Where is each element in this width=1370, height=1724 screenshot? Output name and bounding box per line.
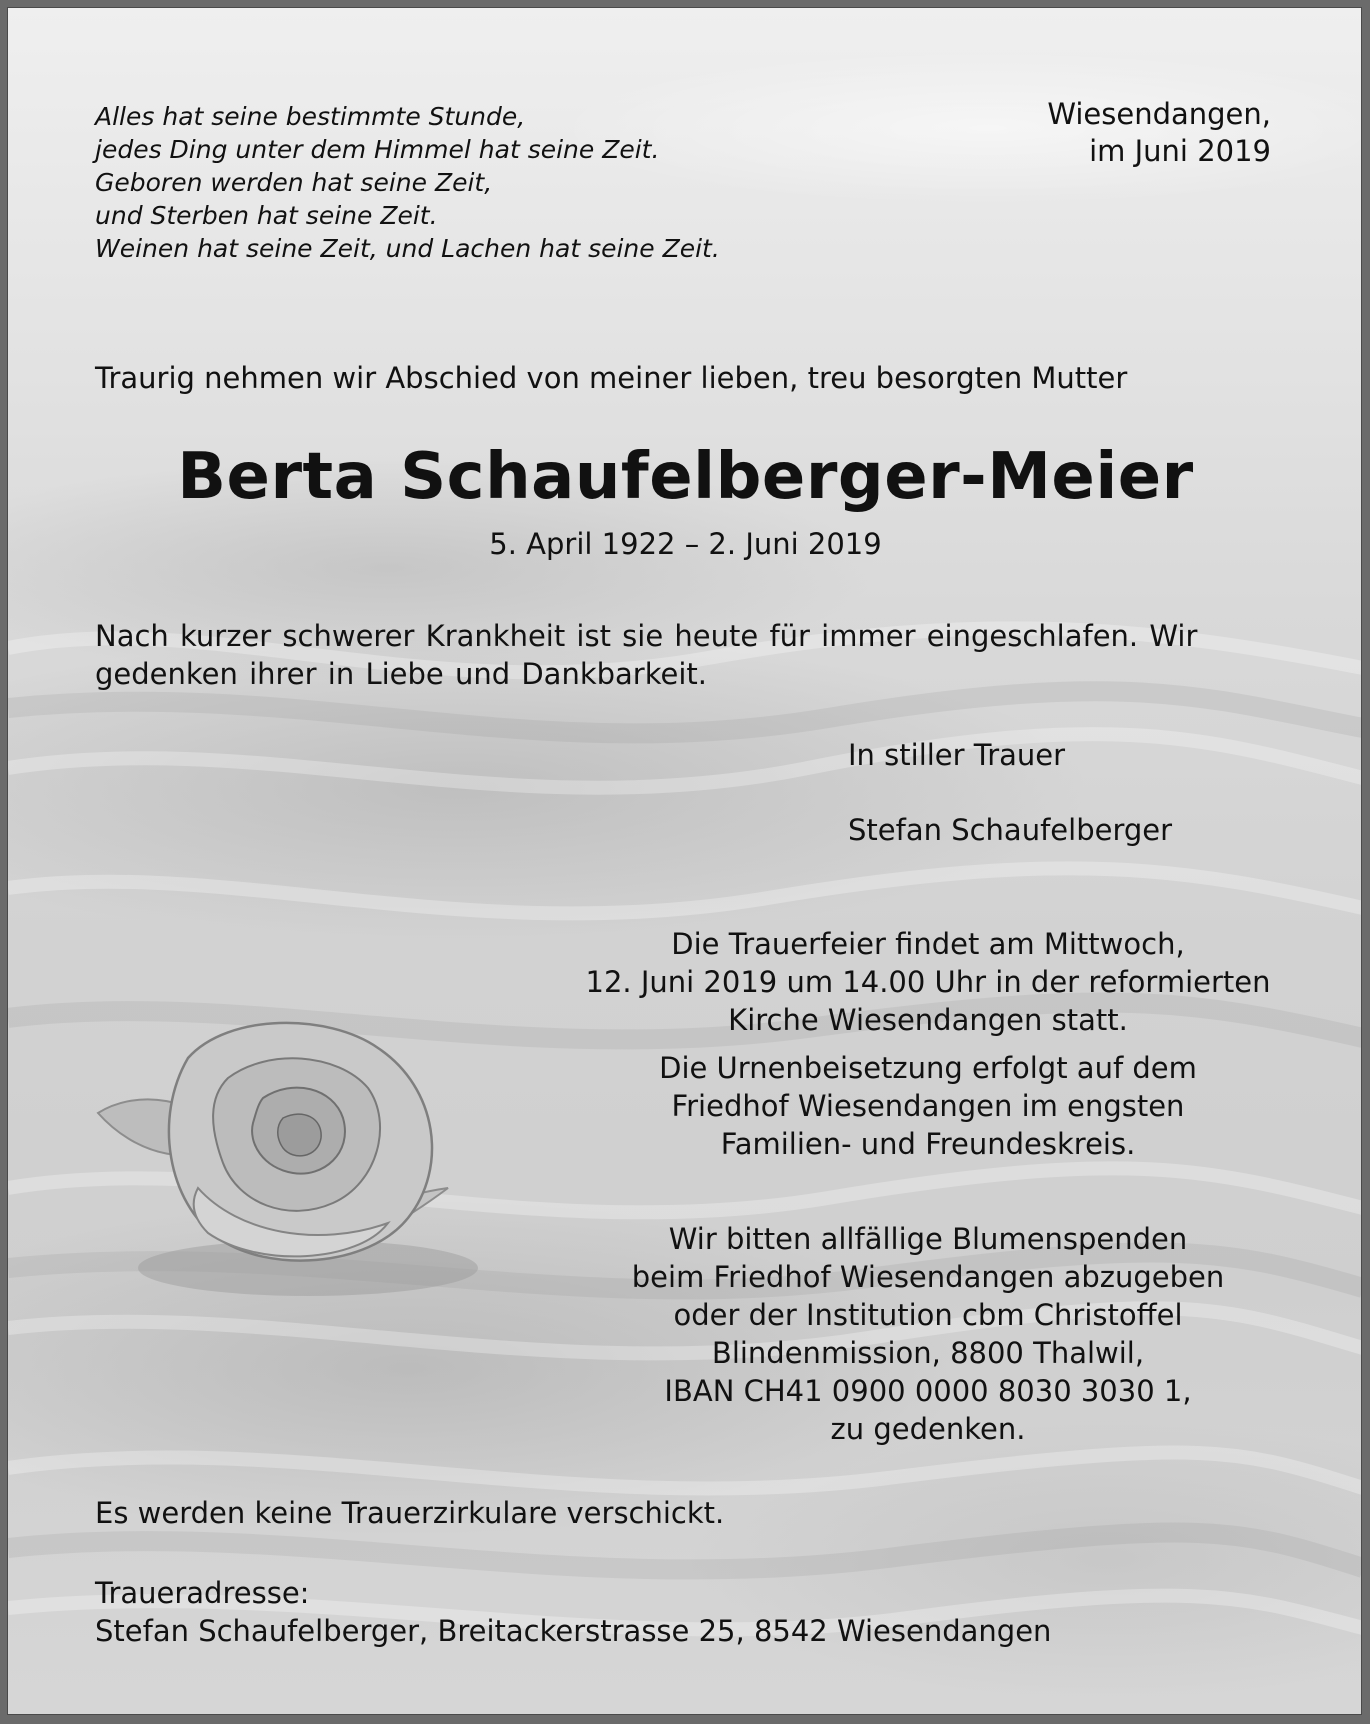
motto-verse [95, 100, 855, 265]
motto-line: Weinen hat seine Zeit, und Lachen hat seine Zeit. [95, 234, 720, 263]
ceremony-line: Die Trauerfeier findet am Mittwoch, [671, 927, 1185, 961]
donation-line: beim Friedhof Wiesendangen abzugeben [631, 1260, 1225, 1294]
donation-line: zu gedenken. [830, 1412, 1026, 1446]
donation-line: IBAN CH41 0900 0000 8030 3030 1, [664, 1374, 1192, 1408]
place-date [871, 96, 1271, 170]
no-cards-notice: Es werden keine Trauerzirkulare verschickt. [95, 1496, 725, 1530]
motto-line: und Sterben hat seine Zeit. [95, 201, 438, 230]
ceremony-line: 12. Juni 2019 um 14.00 Uhr in der reformierten [585, 965, 1271, 999]
mourner-name: Stefan Schaufelberger [848, 813, 1173, 847]
deceased-name: Berta Schaufelberger-Meier [177, 440, 1194, 514]
mourning-phrase: In stiller Trauer [848, 738, 1066, 772]
obituary-card [7, 7, 1362, 1715]
donation-info [548, 1220, 1308, 1448]
motto-line: Geboren werden hat seine Zeit, [95, 168, 493, 197]
urn-line: Die Urnenbeisetzung erfolgt auf dem [659, 1051, 1197, 1085]
donation-line: oder der Institution cbm Christoffel [673, 1298, 1183, 1332]
donation-line: Blindenmission, 8800 Thalwil, [711, 1336, 1145, 1370]
motto-line: jedes Ding unter dem Himmel hat seine Zeit. [95, 135, 660, 164]
life-dates: 5. April 1922 – 2. Juni 2019 [489, 527, 882, 561]
urn-info [548, 1049, 1308, 1163]
ceremony-info [548, 925, 1308, 1039]
intro-text: Traurig nehmen wir Abschied von meiner lieben, treu besorgten Mutter [95, 361, 1128, 395]
urn-line: Familien- und Freundeskreis. [720, 1127, 1136, 1161]
rose-image [78, 1018, 518, 1318]
urn-line: Friedhof Wiesendangen im engsten [671, 1089, 1185, 1123]
place: Wiesendangen, [1047, 97, 1271, 131]
motto-line: Alles hat seine bestimmte Stunde, [95, 102, 526, 131]
message-text: Nach kurzer schwerer Krankheit ist sie heute für immer eingeschlafen. Wir gedenken ihrer in Liebe und Dankbarkeit. [95, 619, 1198, 691]
address-label: Traueradresse: [95, 1576, 310, 1610]
date: im Juni 2019 [1089, 134, 1271, 168]
address-value: Stefan Schaufelberger, Breitackerstrasse 25, 8542 Wiesendangen [95, 1614, 1052, 1648]
donation-line: Wir bitten allfällige Blumenspenden [668, 1222, 1188, 1256]
ceremony-line: Kirche Wiesendangen statt. [728, 1003, 1128, 1037]
